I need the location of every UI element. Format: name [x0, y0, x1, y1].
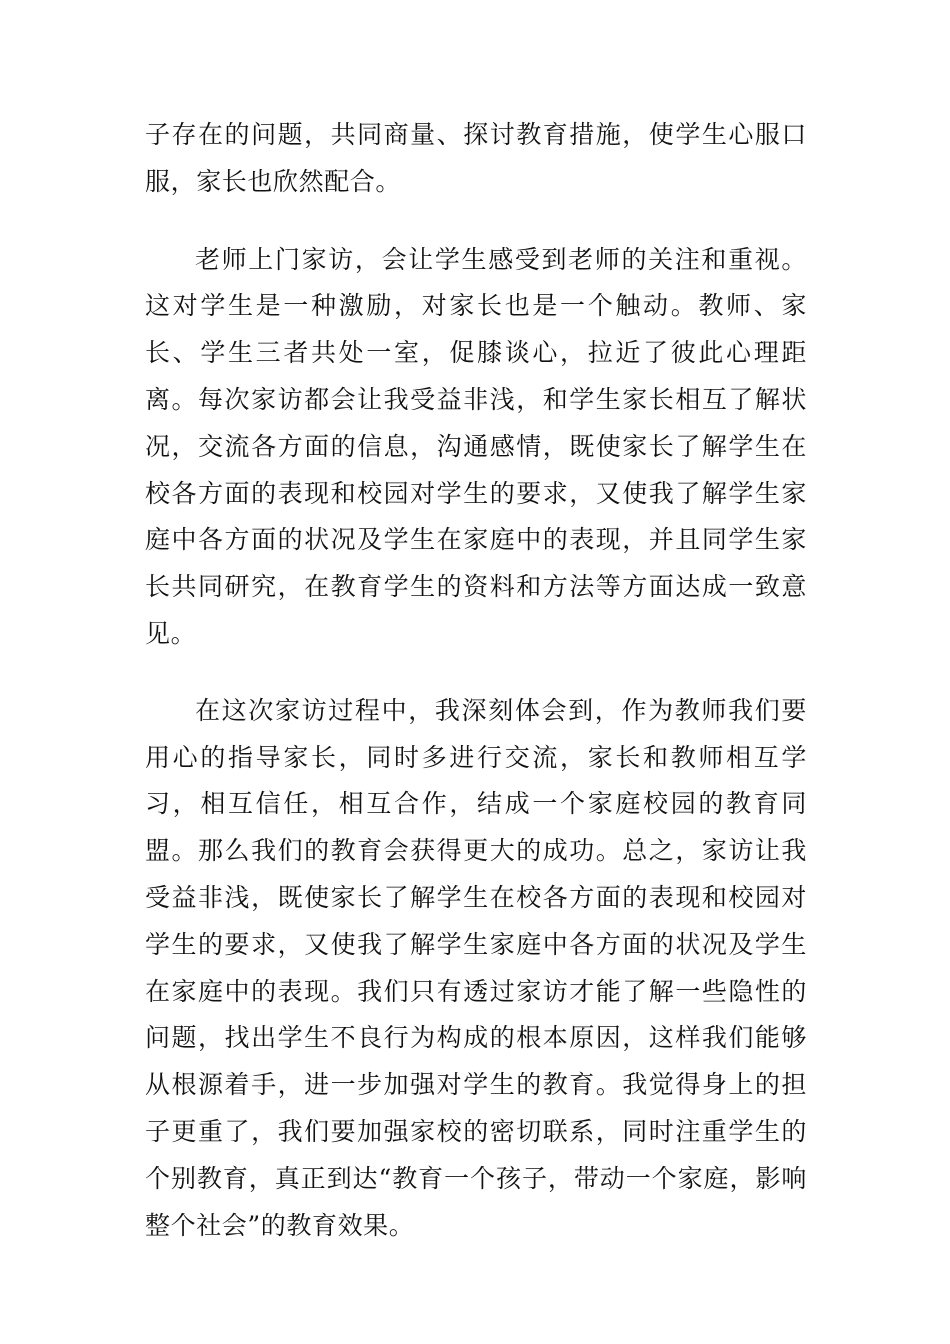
document-body: [145, 112, 807, 1249]
paragraph-reflection: 在这次家访过程中，我深刻体会到，作为教师我们要用心的指导家长，同时多进行交流，家长和教师相互学习，相互信任，相互合作，结成一个家庭校园的教育同盟。那么我们的教育会获得更大的成功。总之，家访让我受益非浅，既使家长了解学生在校各方面的表现和校园对学生的要求，又使我了解学生家庭中各方面的状况及学生在家庭中的表现。我们只有透过家访才能了解一些隐性的问题，找出学生不良行为构成的根本原因，这样我们能够从根源着手，进一步加强对学生的教育。我觉得身上的担子更重了，我们要加强家校的密切联系，同时注重学生的个别教育，真正到达“教育一个孩子，带动一个家庭，影响整个社会”的教育效果。: [145, 695, 807, 1240]
paragraph-home-visit-effect: 老师上门家访，会让学生感受到老师的关注和重视。这对学生是一种激励，对家长也是一个触动。教师、家长、学生三者共处一室，促膝谈心，拉近了彼此心理距离。每次家访都会让我受益非浅，和学生家长相互了解状况，交流各方面的信息，沟通感情，既使家长了解学生在校各方面的表现和校园对学生的要求，又使我了解学生家庭中各方面的状况及学生在家庭中的表现，并且同学生家长共同研究，在教育学生的资料和方法等方面达成一致意见。: [145, 244, 807, 648]
paragraph-continued: 子存在的问题，共同商量、探讨教育措施，使学生心服口服，家长也欣然配合。: [145, 120, 807, 196]
